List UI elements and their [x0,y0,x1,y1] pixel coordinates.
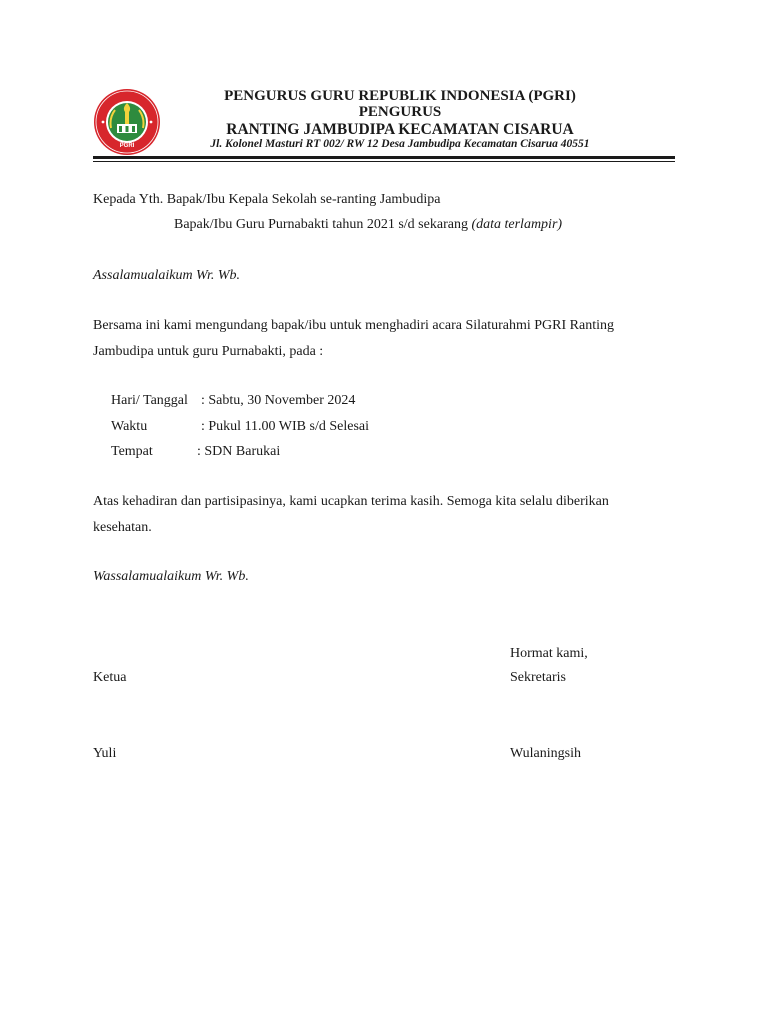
event-time-value: : Pukul 11.00 WIB s/d Selesai [201,419,369,434]
signature-right-title: Sekretaris [510,670,566,685]
closing-line-2: kesehatan. [93,520,152,535]
letterhead-divider-thin [93,161,675,162]
svg-text:PGRI: PGRI [119,143,135,149]
letterhead-pengurus: PENGURUS [358,104,442,120]
signature-left-name: Yuli [93,746,117,761]
recipient-line-2 [174,217,562,233]
event-place-value: : SDN Barukai [197,444,281,459]
body-line-2: Jambudipa untuk guru Purnabakti, pada : [93,344,324,359]
letterhead-address: Jl. Kolonel Masturi RT 002/ RW 12 Desa Jambudipa Kecamatan Cisarua 40551 [210,138,590,150]
body-line-1: Bersama ini kami mengundang bapak/ibu untuk menghadiri acara Silaturahmi PGRI Ranting [93,318,614,333]
event-time-label: Waktu [111,419,148,434]
signature-regards: Hormat kami, [510,646,588,661]
closing-line-1: Atas kehadiran dan partisipasinya, kami ucapkan terima kasih. Semoga kita selalu diberikan [93,494,609,509]
event-date-value: : Sabtu, 30 November 2024 [201,393,356,408]
letterhead-divider-thick [93,156,675,159]
logo-ring-text [120,143,135,149]
letterhead-org-name: PENGURUS GURU REPUBLIK INDONESIA (PGRI) [224,88,576,104]
greeting-close: Wassalamualaikum Wr. Wb. [93,569,249,584]
signature-left-title: Ketua [93,670,127,685]
event-place-label: Tempat [111,444,153,459]
recipient-note: (data terlampir) [471,217,563,232]
recipient-main: Bapak/Ibu Guru Purnabakti tahun 2021 s/d sekarang [174,217,472,232]
signature-right-name: Wulaningsih [510,746,581,761]
pgri-logo-icon [93,88,161,156]
event-date-label: Hari/ Tanggal [111,393,188,408]
greeting-open: Assalamualaikum Wr. Wb. [93,268,240,283]
recipient-line-1: Kepada Yth. Bapak/Ibu Kepala Sekolah se-ranting Jambudipa [93,192,441,207]
letterhead-ranting: RANTING JAMBUDIPA KECAMATAN CISARUA [226,121,574,138]
